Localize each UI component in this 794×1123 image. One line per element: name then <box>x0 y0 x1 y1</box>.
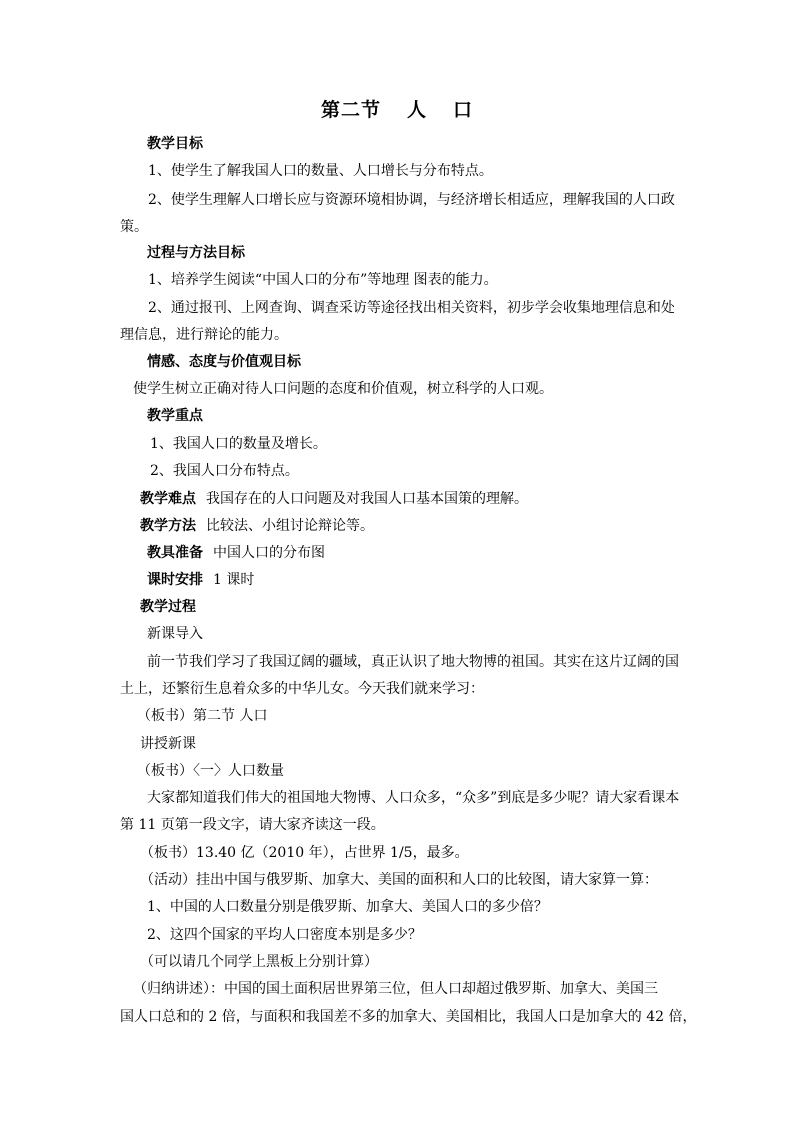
row-schedule <box>147 567 254 594</box>
goal-item-1: 1、使学生了解我国人口的数量、人口增长与分布特点。 <box>148 163 493 179</box>
heading-process-method-goals: 过程与方法目标 <box>147 245 245 261</box>
row-difficulty <box>140 486 528 513</box>
title-part-kou: 口 <box>453 99 474 121</box>
key-point-1: 1、我国人口的数量及增长。 <box>150 436 327 452</box>
heading-emotion-values-goals: 情感、态度与价值观目标 <box>147 354 301 370</box>
row-method <box>140 513 374 540</box>
label-method: 教学方法 <box>140 518 196 534</box>
emotion-item: 使学生树立正确对待人口问题的态度和价值观，树立科学的人口观。 <box>133 381 553 397</box>
activity-note: （活动）挂出中国与俄罗斯、加拿大、美国的面积和人口的比较图，请大家算一算： <box>140 872 658 888</box>
row-tools <box>147 540 325 567</box>
heading-key-points: 教学重点 <box>147 408 203 424</box>
process-item-1: 1、培养学生阅读“中国人口的分布”等地理 图表的能力。 <box>148 272 498 288</box>
title-part-section: 第二节 <box>320 99 381 121</box>
text-new-lesson-teaching: 讲授新课 <box>140 736 196 752</box>
paragraph-question-line-2: 第 11 页第一段文字，请大家齐读这一段。 <box>120 817 385 833</box>
heading-teaching-process: 教学过程 <box>140 599 196 615</box>
label-difficulty: 教学难点 <box>140 491 196 507</box>
board-note-figure: （板书）13.40 亿（2010 年），占世界 1/5，最多。 <box>140 845 469 861</box>
paragraph-question-line-1: 大家都知道我们伟大的祖国地大物博、人口众多，“众多”到底是多少呢？请大家看课本 <box>147 790 680 806</box>
page-title <box>0 96 794 124</box>
activity-question-2: 2、这四个国家的平均人口密度本别是多少？ <box>147 927 422 943</box>
value-method: 比较法、小组讨论辩论等。 <box>206 518 374 534</box>
summary-line-1: （归纳讲述）：中国的国土面积居世界第三位，但人口却超过俄罗斯、加拿大、美国三 <box>133 981 658 997</box>
board-note-section: （板书）第二节 人口 <box>137 708 268 724</box>
activity-question-1: 1、中国的人口数量分别是俄罗斯、加拿大、美国人口的多少倍？ <box>147 899 548 915</box>
value-difficulty: 我国存在的人口问题及对我国人口基本国策的理解。 <box>206 491 528 507</box>
label-tools: 教具准备 <box>147 545 203 561</box>
activity-hint: （可以请几个同学上黑板上分别计算） <box>140 954 378 970</box>
value-tools: 中国人口的分布图 <box>213 545 325 561</box>
label-schedule: 课时安排 <box>147 572 203 588</box>
board-note-population-count: （板书）〈一〉人口数量 <box>137 763 284 779</box>
goal-item-2-cont: 策。 <box>120 219 148 235</box>
value-schedule: 1 课时 <box>213 572 255 588</box>
paragraph-intro-line-2: 土上，还繁衍生息着众多的中华儿女。今天我们就来学习： <box>120 681 484 697</box>
summary-line-2: 国人口总和的 2 倍，与面积和我国差不多的加拿大、美国相比，我国人口是加拿大的 42 倍， <box>120 1009 697 1025</box>
heading-teaching-goals: 教学目标 <box>147 136 203 152</box>
title-part-ren: 人 <box>406 99 427 121</box>
text-new-lesson-intro: 新课导入 <box>147 626 203 642</box>
key-point-2: 2、我国人口分布特点。 <box>150 463 299 479</box>
goal-item-2: 2、使学生理解人口增长应与资源环境相协调，与经济增长相适应，理解我国的人口政 <box>148 192 675 208</box>
process-item-2: 2、通过报刊、上网查询、调查采访等途径找出相关资料，初步学会收集地理信息和处 <box>148 300 675 316</box>
process-item-2-cont: 理信息，进行辩论的能力。 <box>120 327 288 343</box>
paragraph-intro-line-1: 前一节我们学习了我国辽阔的疆域，真正认识了地大物博的祖国。其实在这片辽阔的国 <box>147 654 679 670</box>
